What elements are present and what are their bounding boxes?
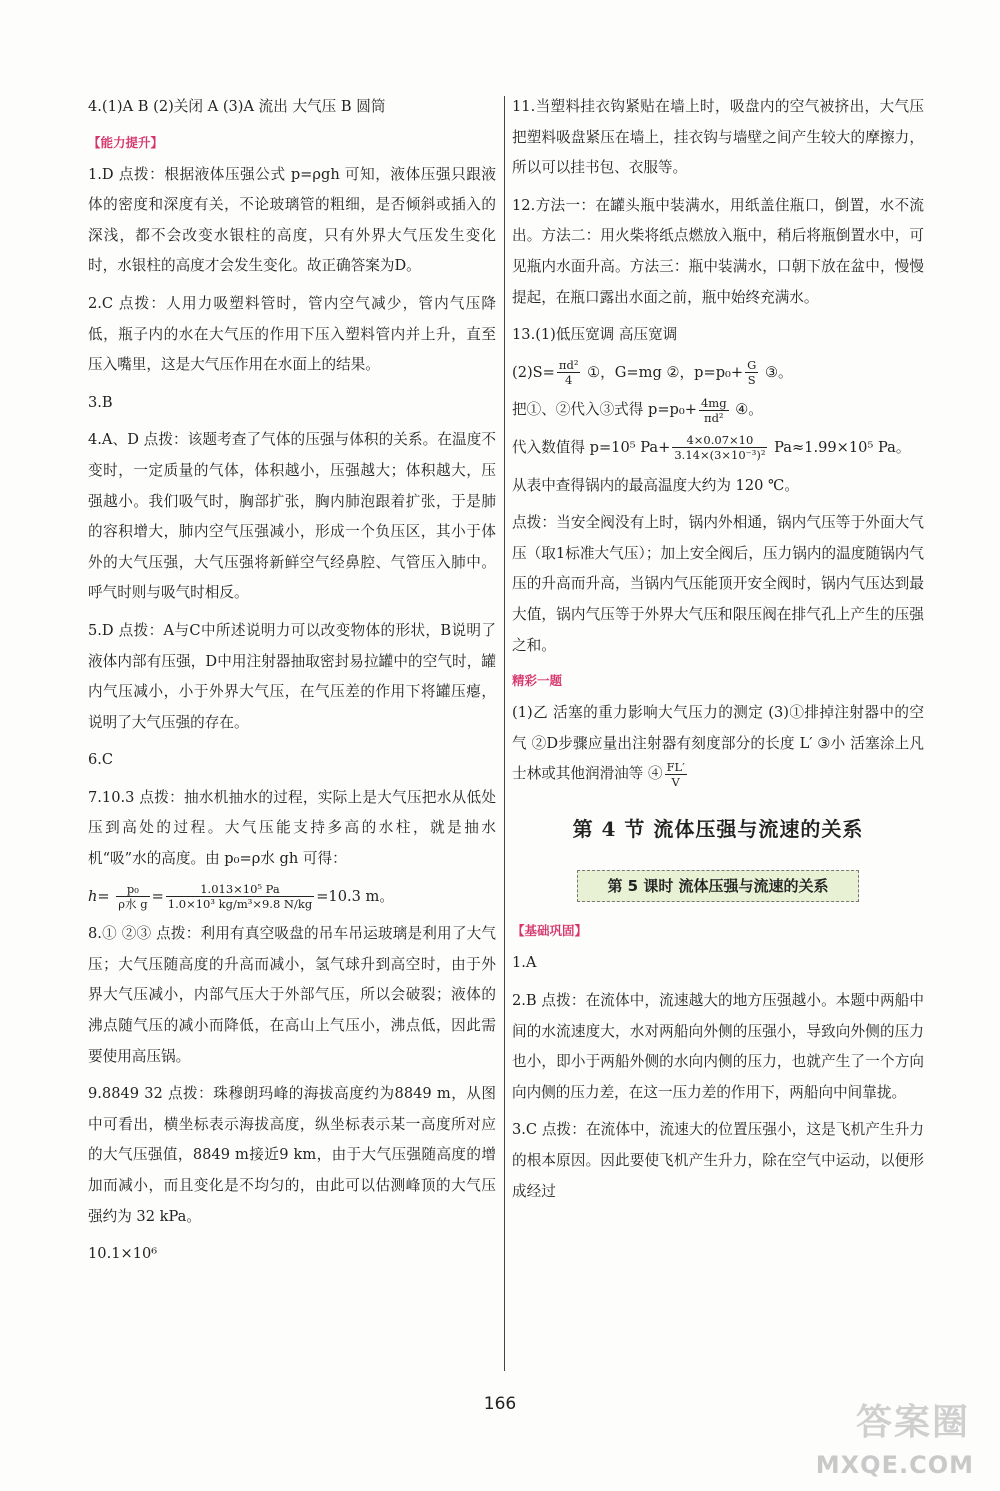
answer-12: 12.方法一：在罐头瓶中装满水，用纸盖住瓶口，倒置，水不流出。方法二：用火柴将纸点燃放入瓶中，稍后将瓶倒置水中，可见瓶内水面升高。方法三：瓶中装满水，口朝下放在盆中，慢慢提起，在瓶口露出水面之前，瓶中始终充满水。 (512, 196, 924, 306)
text: ①，G=mg ②，p=p₀+ (582, 363, 744, 381)
fraction-1-denominator: ρ水 g (118, 897, 148, 912)
frac-num: 4mg (700, 395, 727, 410)
answer-10: 10.1×10⁶ (88, 1245, 158, 1263)
answer-13-part4 (512, 433, 924, 464)
fraction-1 (116, 882, 149, 911)
answer-5: 5.D 点拨：A与C中所述说明力可以改变物体的形状，B说明了液体内部有压强，D中用注射器抽取密封易拉罐中的空气时，罐内气压减小，小于外界大气压，在气压差的作用下将罐压瘪，说明了大气压强的存在。 (88, 621, 496, 731)
frac-den: S (747, 373, 756, 388)
frac-num: FL′ (666, 759, 685, 774)
answer-7: 7.10.3 点拨：抽水机抽水的过程，实际上是大气压把水从低处压到高处的过程。大气压能支持多高的水柱，就是抽水机“吸”水的高度。由 p₀=ρ水 gh 可得： (88, 788, 496, 868)
text: Pa≈1.99×10⁵ Pa。 (769, 438, 911, 456)
frac-num: G (747, 358, 757, 373)
basic-answer-1: 1.A (512, 954, 537, 972)
answer-8: 8.① ②③ 点拨：利用有真空吸盘的吊车吊运玻璃是利用了大气压；大气压随高度的升高而减小，氢气球升到高空时，由于外界大气压减小，内部气压大于外部气压，所以会破裂；液体的沸点随气压的减小而降低，在高山上气压小，沸点低，因此需要使用高压锅。 (88, 925, 496, 1065)
frac-den: 3.14×(3×10⁻³)² (674, 448, 766, 463)
basic-answer-2: 2.B 点拨：在流体中，流速越大的地方压强越小。本题中两船中间的水流速度大，水对两船向外侧的压强小，导致向外侧的压力也小，即小于两船外侧的水向内侧的压力，也就产生了一个方向向内侧的压力差，在这一压力差的作用下，两船向中间靠拢。 (512, 992, 924, 1101)
answer-4: 4.(1)A B (2)关闭 A (3)A 流出 大气压 B 圆筒 (88, 98, 386, 115)
fraction-2 (166, 882, 314, 911)
frac-den: πd² (704, 410, 724, 425)
answer-13-part3 (512, 395, 924, 426)
answer-11: 11.当塑料挂衣钩紧贴在墙上时，吸盘内的空气被挤出，大气压把塑料吸盘紧压在墙上，挂衣钩与墙壁之间产生较大的摩擦力，所以可以挂书包、衣服等。 (512, 98, 924, 177)
answer-6: 6.C (88, 751, 114, 769)
answer-4b: 4.A、D 点拨：该题考查了气体的压强与体积的关系。在温度不变时，一定质量的气体，体积越小，压强越大；体积越大，压强越小。我们吸气时，胸部扩张，胸内肺泡跟着扩张，于是肺的容积增大，肺内空气压强减小，形成一个负压区，其小于体外的大气压强，大气压强将新鲜空气经鼻腔、气管压入肺中。呼气时则与吸气时相反。 (88, 431, 496, 602)
answer-3: 3.B (88, 393, 113, 411)
text: 代入数值得 p=10⁵ Pa+ (512, 438, 671, 456)
watermark-logo: 答案圈 (855, 1402, 970, 1443)
equation-h: h= $\frac{\text{p₀}}{\text{ρ水 g}}$ = $\frac{\text{1.013×10⁵ Pa}}{\text{1.0×10³ kg/m³×9.8 N/kg}}$ =10.3 m。 (88, 882, 394, 912)
page-number: 166 (483, 1394, 517, 1414)
eq-result: =10.3 m。 (316, 887, 394, 905)
answer-13-hint: 点拨：当安全阀没有上时，锅内外相通，锅内气压等于外面大气压（取1标准大气压）；加上安全阀后，压力锅内的温度随锅内气压的升高而升高，当锅内气压能顶开安全阀时，锅内气压达到最大值，锅内气压等于外界大气压和限压阀在排气孔上产生的压强之和。 (512, 514, 924, 654)
frac-den: 4 (565, 373, 573, 388)
watermark-site: MXQE.COM (815, 1451, 974, 1479)
frac-num: 4×0.07×10 (672, 433, 767, 448)
fraction-calc (672, 433, 767, 462)
fraction-2-numerator: 1.013×10⁵ Pa (166, 882, 314, 897)
text: 把①、②代入③式得 p=p₀+ (512, 401, 697, 419)
text: (1)乙 活塞的重力影响大气压力的测定 (3)①排掉注射器中的空气 ②D步骤应量出注射器有刻度部分的长度 L′ ③小 活塞涂上凡士林或其他润滑油等 ④ (512, 704, 924, 783)
left-column (88, 92, 496, 1277)
text: ④。 (730, 401, 763, 419)
section-heading-jichu: 【基础巩固】 (512, 923, 588, 939)
fraction-2-denominator: 1.0×10³ kg/m³×9.8 N/kg (167, 897, 313, 912)
answer-13-part1: 13.(1)低压宽调 高压宽调 (512, 326, 678, 344)
fraction-1-numerator: p₀ (116, 882, 149, 897)
node-title: 第 4 节 流体压强与流速的关系 (572, 816, 864, 841)
fraction-gs (745, 358, 758, 387)
basic-answer-3: 3.C 点拨：在流体中，流速大的位置压强小，这是飞机产生升力的根本原因。因此要使飞机产生升力，除在空气中运动，以便形成经过 (512, 1121, 924, 1200)
answer-13-part2 (512, 358, 924, 389)
section-heading-jingcai: 精彩一题 (512, 673, 563, 689)
column-divider (504, 96, 505, 1371)
answer-9: 9.8849 32 点拨：珠穆朗玛峰的海拔高度约为8849 m，从图中可看出，横坐标表示海拔高度，纵坐标表示某一高度所对应的大气压强值，8849 m接近9 km，由于大气压强随高度的增加而减小，而且变化是不均匀的，由此可以估测峰顶的大气压强约为 32 kPa。 (88, 1085, 496, 1225)
eq-prefix: h= (88, 887, 110, 905)
answer-2: 2.C 点拨：人用力吸塑料管时，管内空气减少，管内气压降低，瓶子内的水在大气压的作用下压入塑料管内并上升，直至压入嘴里，这是大气压作用在水面上的结果。 (88, 294, 496, 374)
fraction-4mg (699, 396, 729, 425)
frac-num: πd² (558, 358, 579, 373)
text: ③。 (760, 363, 793, 381)
jingcai-answer (512, 698, 924, 790)
answer-13-part5: 从表中查得锅内的最高温度大约为 120 ℃。 (512, 476, 799, 494)
text: (2)S= (512, 363, 555, 381)
lesson-title: 第 5 课时 流体压强与流速的关系 (577, 870, 859, 902)
fraction-area (557, 358, 581, 387)
answer-1: 1.D 点拨：根据液体压强公式 p=ρgh 可知，液体压强只跟液体的密度和深度有关，不论玻璃管的粗细，是否倾斜或插入的深浅，都不会改变水银柱的高度，只有外界大气压发生变化时，水银柱的高度才会发生变化。故正确答案为D。 (88, 165, 496, 275)
frac-den: V (671, 774, 680, 789)
section-heading-nengli: 【能力提升】 (88, 134, 164, 150)
right-column (512, 92, 924, 1214)
fraction-flv (665, 760, 687, 789)
